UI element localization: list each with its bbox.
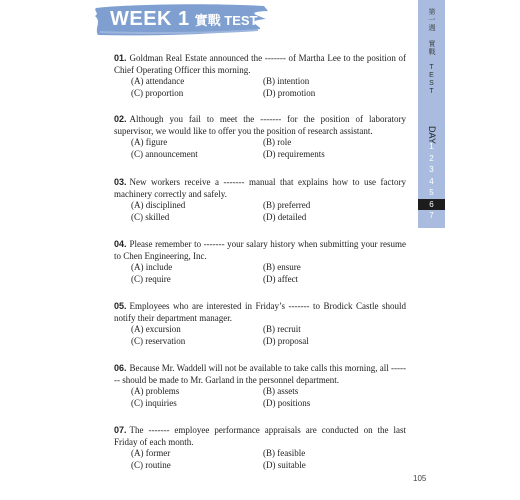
option-d[interactable]: (D) proposal xyxy=(263,335,309,346)
answer-options xyxy=(131,76,406,99)
option-b[interactable]: (B) recruit xyxy=(263,324,301,334)
day-label: DAY xyxy=(427,126,437,144)
answer-options xyxy=(131,324,406,347)
header-banner xyxy=(92,2,270,38)
day-item-6[interactable]: 6 xyxy=(418,199,445,211)
option-c[interactable]: (C) routine xyxy=(131,459,171,470)
week-title: WEEK 1 xyxy=(110,8,190,30)
day-item-7[interactable]: 7 xyxy=(429,211,434,220)
question-number: 07. xyxy=(114,425,127,435)
option-b[interactable]: (B) intention xyxy=(263,76,310,86)
day-item-5[interactable]: 5 xyxy=(429,188,434,197)
option-b[interactable]: (B) preferred xyxy=(263,200,311,210)
option-b[interactable]: (B) assets xyxy=(263,386,299,396)
question-7 xyxy=(114,425,406,471)
option-d[interactable]: (D) positions xyxy=(263,397,311,408)
question-4 xyxy=(114,239,406,285)
option-b[interactable]: (B) ensure xyxy=(263,262,301,272)
option-d[interactable]: (D) requirements xyxy=(263,148,325,159)
option-d[interactable]: (D) affect xyxy=(263,273,299,284)
question-number: 04. xyxy=(114,239,127,249)
test-subtitle: 實戰 TEST xyxy=(194,13,258,28)
option-a[interactable]: (A) former xyxy=(131,448,171,458)
side-tab xyxy=(418,0,445,228)
question-stem: Employees who are interested in Friday’s ------- to Brodick Castle should notify their department manager. xyxy=(114,301,406,323)
option-a[interactable]: (A) include xyxy=(131,262,173,272)
option-d[interactable]: (D) detailed xyxy=(263,211,307,222)
question-number: 06. xyxy=(114,363,127,373)
option-c[interactable]: (C) announcement xyxy=(131,148,198,159)
answer-options xyxy=(131,386,406,409)
question-number: 02. xyxy=(114,114,127,124)
answer-options xyxy=(131,200,406,223)
day-item-3[interactable]: 3 xyxy=(429,165,434,174)
option-b[interactable]: (B) feasible xyxy=(263,448,306,458)
page-number: 105 xyxy=(413,474,427,483)
question-6 xyxy=(114,363,406,409)
option-c[interactable]: (C) skilled xyxy=(131,211,170,222)
answer-options xyxy=(131,448,406,471)
question-5 xyxy=(114,301,406,347)
answer-options xyxy=(131,137,406,160)
option-a[interactable]: (A) disciplined xyxy=(131,200,186,210)
day-item-4[interactable]: 4 xyxy=(429,176,434,186)
question-stem: Because Mr. Waddell will not be available to take calls this morning, all ------- should be made to Mr. Garland in the personnel department. xyxy=(114,363,406,385)
question-stem: Please remember to ------- your salary history when submitting your resume to Chen Engineering, Inc. xyxy=(114,239,406,261)
day-list xyxy=(418,141,445,222)
question-stem: Although you fail to meet the ------- for the position of laboratory supervisor, we would like to offer you the position of research assistant. xyxy=(114,114,406,136)
question-1 xyxy=(114,53,406,99)
option-c[interactable]: (C) reservation xyxy=(131,335,186,346)
question-number: 05. xyxy=(114,301,127,311)
option-c[interactable]: (C) proportion xyxy=(131,87,184,98)
question-3 xyxy=(114,177,406,223)
option-a[interactable]: (A) excursion xyxy=(131,324,181,334)
question-number: 01. xyxy=(114,53,127,63)
option-d[interactable]: (D) promotion xyxy=(263,87,316,98)
option-a[interactable]: (A) problems xyxy=(131,386,180,396)
question-stem: Goldman Real Estate announced the ------- of Martha Lee to the position of Chief Operating Officer this morning. xyxy=(114,53,406,75)
question-stem: The ------- employee performance appraisals are conducted on the last Friday of each month. xyxy=(114,425,406,447)
option-d[interactable]: (D) suitable xyxy=(263,459,306,470)
day-item-2[interactable]: 2 xyxy=(429,153,434,163)
option-b[interactable]: (B) role xyxy=(263,137,292,147)
side-tab-title: 第一週 實戰 TEST xyxy=(428,8,435,96)
option-c[interactable]: (C) inquiries xyxy=(131,397,177,408)
option-c[interactable]: (C) require xyxy=(131,273,171,284)
question-number: 03. xyxy=(114,177,127,187)
question-2 xyxy=(114,114,406,160)
question-stem: New workers receive a ------- manual that explains how to use factory machinery correctly and safely. xyxy=(114,177,406,199)
day-item-1[interactable]: 1 xyxy=(429,142,434,151)
option-a[interactable]: (A) attendance xyxy=(131,76,185,86)
option-a[interactable]: (A) figure xyxy=(131,137,168,147)
answer-options xyxy=(131,262,406,285)
